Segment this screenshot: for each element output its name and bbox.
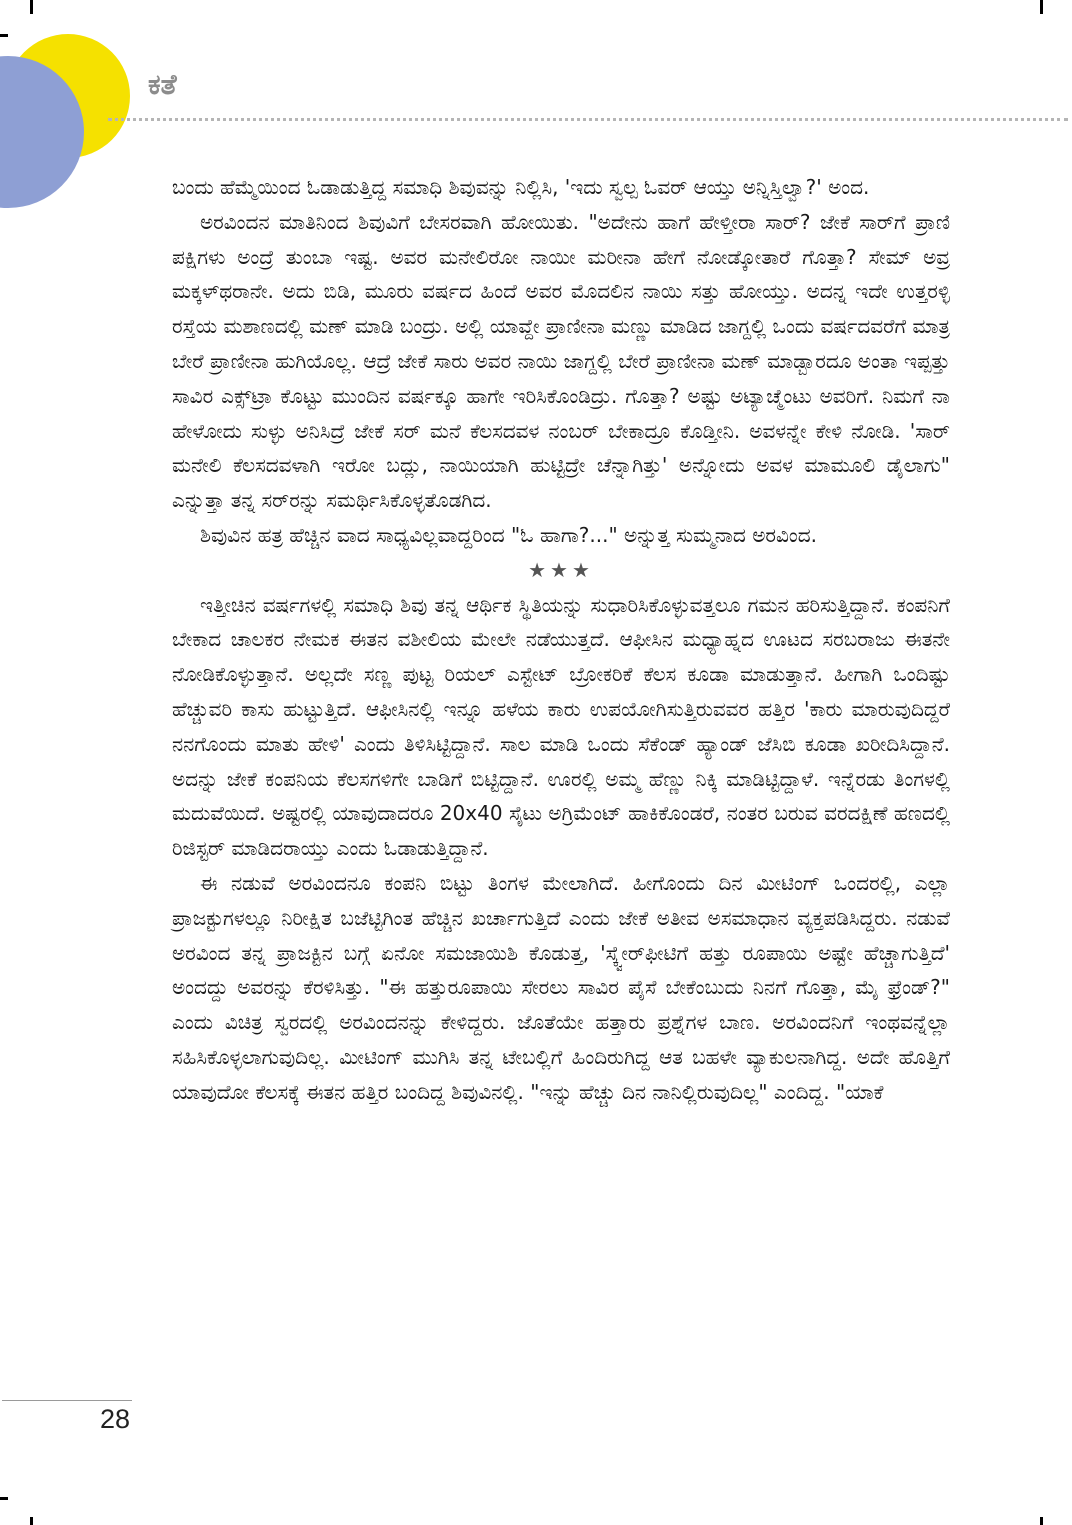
paragraph: ಇತ್ತೀಚಿನ ವರ್ಷಗಳಲ್ಲಿ ಸಮಾಧಿ ಶಿವು ತನ್ನ ಆರ್ಥಿಕ ಸ್ಥಿತಿಯನ್ನು ಸುಧಾರಿಸಿಕೊಳ್ಳುವತ್ತಲೂ ಗಮನ ಹರಿಸುತ್ತಿದ್ದಾನೆ. ಕಂಪನಿಗೆ ಬೇಕಾದ ಚಾಲಕರ ನೇಮಕ ಈತನ ವಶೀಲಿಯ ಮೇಲೇ ನಡೆಯುತ್ತದೆ. ಆಫೀಸಿನ ಮಧ್ಯಾಹ್ನದ ಊಟದ ಸರಬರಾಜು ಈತನೇ ನೋಡಿಕೊಳ್ಳುತ್ತಾನೆ. ಅಲ್ಲದೇ ಸಣ್ಣ ಪುಟ್ಟ ರಿಯಲ್ ಎಸ್ಟೇಟ್ ಬ್ರೋಕರಿಕೆ ಕೆಲಸ ಕೂಡಾ ಮಾಡುತ್ತಾನೆ. ಹೀಗಾಗಿ ಒಂದಿಷ್ಟು ಹೆಚ್ಚುವರಿ ಕಾಸು ಹುಟ್ಟುತ್ತಿದೆ. ಆಫೀಸಿನಲ್ಲಿ ಇನ್ನೂ ಹಳೆಯ ಕಾರು ಉಪಯೋಗಿಸುತ್ತಿರುವವರ ಹತ್ತಿರ 'ಕಾರು ಮಾರುವುದಿದ್ದರೆ ನನಗೊಂದು ಮಾತು ಹೇಳಿ' ಎಂದು ತಿಳಿಸಿಟ್ಟಿದ್ದಾನೆ. ಸಾಲ ಮಾಡಿ ಒಂದು ಸೆಕೆಂಡ್ ಹ್ಯಾಂಡ್ ಜೆಸಿಬಿ ಕೂಡಾ ಖರೀದಿಸಿದ್ದಾನೆ. ಅದನ್ನು ಜೇಕೆ ಕಂಪನಿಯ ಕೆಲಸಗಳಿಗೇ ಬಾಡಿಗೆ ಬಿಟ್ಟಿದ್ದಾನೆ. ಊರಲ್ಲಿ ಅಮ್ಮ ಹೆಣ್ಣು ನಿಕ್ಕಿ ಮಾಡಿಟ್ಟಿದ್ದಾಳೆ. ಇನ್ನೆರಡು ತಿಂಗಳಲ್ಲಿ ಮದುವೆಯಿದೆ. ಅಷ್ಟರಲ್ಲಿ ಯಾವುದಾದರೂ 20x40 ಸೈಟು ಅಗ್ರಿಮೆಂಟ್ ಹಾಕಿಕೊಂಡರೆ, ನಂತರ ಬರುವ ವರದಕ್ಷಿಣೆ ಹಣದಲ್ಲಿ ರಿಜಿಸ್ಟರ್ ಮಾಡಿದರಾಯ್ತು ಎಂದು ಓಡಾಡುತ್ತಿದ್ದಾನೆ. xyxy=(172,592,950,861)
section-separator: ★★★ xyxy=(528,557,594,582)
paragraph: ಬಂದು ಹೆಮ್ಮೆಯಿಂದ ಓಡಾಡುತ್ತಿದ್ದ ಸಮಾಧಿ ಶಿವುವನ್ನು ನಿಲ್ಲಿಸಿ, 'ಇದು ಸ್ವಲ್ಪ ಓವರ್ ಆಯ್ತು ಅನ್ನಿಸ್ತಿಲ್ವಾ?' ಅಂದ. xyxy=(172,175,870,199)
footer-divider xyxy=(2,1400,132,1401)
crop-mark-top-right xyxy=(1040,0,1043,14)
crop-mark-bottom-left xyxy=(30,1517,33,1525)
header-decoration xyxy=(0,0,140,220)
paragraph: ಈ ನಡುವೆ ಅರವಿಂದನೂ ಕಂಪನಿ ಬಿಟ್ಟು ತಿಂಗಳ ಮೇಲಾಗಿದೆ. ಹೀಗೊಂದು ದಿನ ಮೀಟಿಂಗ್ ಒಂದರಲ್ಲಿ, ಎಲ್ಲಾ ಪ್ರಾಜಕ್ಟುಗಳಲ್ಲೂ ನಿರೀಕ್ಷಿತ ಬಜೆಟ್ಟಿಗಿಂತ ಹೆಚ್ಚಿನ ಖರ್ಚಾಗುತ್ತಿದೆ ಎಂದು ಜೇಕೆ ಅತೀವ ಅಸಮಾಧಾನ ವ್ಯಕ್ತಪಡಿಸಿದ್ದರು. ನಡುವೆ ಅರವಿಂದ ತನ್ನ ಪ್ರಾಜಕ್ಟಿನ ಬಗ್ಗೆ ಏನೋ ಸಮಜಾಯಿಶಿ ಕೊಡುತ್ತ, 'ಸ್ಕ್ವೇರ್‌ಫೀಟಿಗೆ ಹತ್ತು ರೂಪಾಯಿ ಅಷ್ಟೇ ಹೆಚ್ಚಾಗುತ್ತಿದೆ' ಅಂದದ್ದು ಅವರನ್ನು ಕೆರಳಿಸಿತ್ತು. "ಈ ಹತ್ತುರೂಪಾಯಿ ಸೇರಲು ಸಾವಿರ ಪೈಸೆ ಬೇಕೆಂಬುದು ನಿನಗೆ ಗೊತ್ತಾ, ಮೈ ಫ್ರೆಂಡ್?" ಎಂದು ವಿಚಿತ್ರ ಸ್ವರದಲ್ಲಿ ಅರವಿಂದನನ್ನು ಕೇಳಿದ್ದರು. ಜೊತೆಯೇ ಹತ್ತಾರು ಪ್ರಶ್ನೆಗಳ ಬಾಣ. ಅರವಿಂದನಿಗೆ ಇಂಥವನ್ನೆಲ್ಲಾ ಸಹಿಸಿಕೊಳ್ಳಲಾಗುವುದಿಲ್ಲ. ಮೀಟಿಂಗ್ ಮುಗಿಸಿ ತನ್ನ ಟೇಬಲ್ಲಿಗೆ ಹಿಂದಿರುಗಿದ್ದ ಆತ ಬಹಳೇ ವ್ಯಾಕುಲನಾಗಿದ್ದ. ಅದೇ ಹೊತ್ತಿಗೆ ಯಾವುದೋ ಕೆಲಸಕ್ಕೆ ಈತನ ಹತ್ತಿರ ಬಂದಿದ್ದ ಶಿವುವಿನಲ್ಲಿ. "ಇನ್ನು ಹೆಚ್ಚು ದಿನ ನಾನಿಲ್ಲಿರುವುದಿಲ್ಲ" ಎಂದಿದ್ದ. "ಯಾಕೆ xyxy=(172,870,950,1104)
header-divider xyxy=(108,118,1068,121)
crop-mark-bottom-right xyxy=(1040,1517,1043,1525)
page-number: 28 xyxy=(100,1404,131,1434)
paragraph: ಶಿವುವಿನ ಹತ್ರ ಹೆಚ್ಚಿನ ವಾದ ಸಾಧ್ಯವಿಲ್ಲವಾದ್ದರಿಂದ "ಓ ಹಾಗಾ?..." ಅನ್ನುತ್ತ ಸುಮ್ಮನಾದ ಅರವಿಂದ. xyxy=(200,522,817,547)
story-body xyxy=(172,170,950,1110)
crop-mark-left-lower xyxy=(0,1497,8,1500)
section-title: ಕತೆ xyxy=(148,68,177,101)
paragraph: ಅರವಿಂದನ ಮಾತಿನಿಂದ ಶಿವುವಿಗೆ ಬೇಸರವಾಗಿ ಹೋಯಿತು. "ಅದೇನು ಹಾಗೆ ಹೇಳ್ತೀರಾ ಸಾರ್? ಜೇಕೆ ಸಾರ್‌ಗೆ ಪ್ರಾಣಿ ಪಕ್ಷಿಗಳು ಅಂದ್ರೆ ತುಂಬಾ ಇಷ್ಟ. ಅವರ ಮನೇಲಿರೋ ನಾಯೀ ಮರೀನಾ ಹೇಗೆ ನೋಡ್ಕೋತಾರೆ ಗೊತ್ತಾ? ಸೇಮ್ ಅವ್ರ ಮಕ್ಕಳ್‌ಥರಾನೇ. ಅದು ಬಿಡಿ, ಮೂರು ವರ್ಷದ ಹಿಂದೆ ಅವರ ಮೊದಲಿನ ನಾಯಿ ಸತ್ತು ಹೋಯ್ತು. ಅದನ್ನ ಇದೇ ಉತ್ತರಳ್ಳಿ ರಸ್ತೆಯ ಮಶಾಣದಲ್ಲಿ ಮಣ್ ಮಾಡಿ ಬಂದ್ರು. ಅಲ್ಲಿ ಯಾವ್ದೇ ಪ್ರಾಣೀನಾ ಮಣ್ಣು ಮಾಡಿದ ಜಾಗ್ದಲ್ಲಿ ಒಂದು ವರ್ಷದವರೆಗೆ ಮಾತ್ರ ಬೇರೆ ಪ್ರಾಣೀನಾ ಹುಗಿಯೊಲ್ಲ. ಆದ್ರೆ ಜೇಕೆ ಸಾರು ಅವರ ನಾಯಿ ಜಾಗ್ದಲ್ಲಿ ಬೇರೆ ಪ್ರಾಣೀನಾ ಮಣ್ ಮಾಡ್ಬಾರದೂ ಅಂತಾ ಇಪ್ಪತ್ತು ಸಾವಿರ ಎಕ್ಸ್‌ಟ್ರಾ ಕೊಟ್ಟು ಮುಂದಿನ ವರ್ಷಕ್ಕೂ ಹಾಗೇ ಇರಿಸಿಕೊಂಡಿದ್ರು. ಗೊತ್ತಾ? ಅಷ್ಟು ಅಟ್ಯಾಚ್ಮೆಂಟು ಅವರಿಗೆ. ನಿಮಗೆ ನಾ ಹೇಳೋದು ಸುಳ್ಳು ಅನಿಸಿದ್ರೆ ಜೇಕೆ ಸರ್ ಮನೆ ಕೆಲಸದವಳ ನಂಬರ್ ಬೇಕಾದ್ರೂ ಕೊಡ್ತೀನಿ. ಅವಳನ್ನೇ ಕೇಳಿ ನೋಡಿ. 'ಸಾರ್ ಮನೇಲಿ ಕೆಲಸದವಳಾಗಿ ಇರೋ ಬದ್ಲು, ನಾಯಿಯಾಗಿ ಹುಟ್ಟಿದ್ರೇ ಚೆನ್ನಾಗಿತ್ತು' ಅನ್ನೋದು ಅವಳ ಮಾಮೂಲಿ ಡೈಲಾಗು" ಎನ್ನುತ್ತಾ ತನ್ನ ಸರ್‌ರನ್ನು ಸಮರ್ಥಿಸಿಕೊಳ್ಳತೊಡಗಿದ. xyxy=(172,209,950,513)
